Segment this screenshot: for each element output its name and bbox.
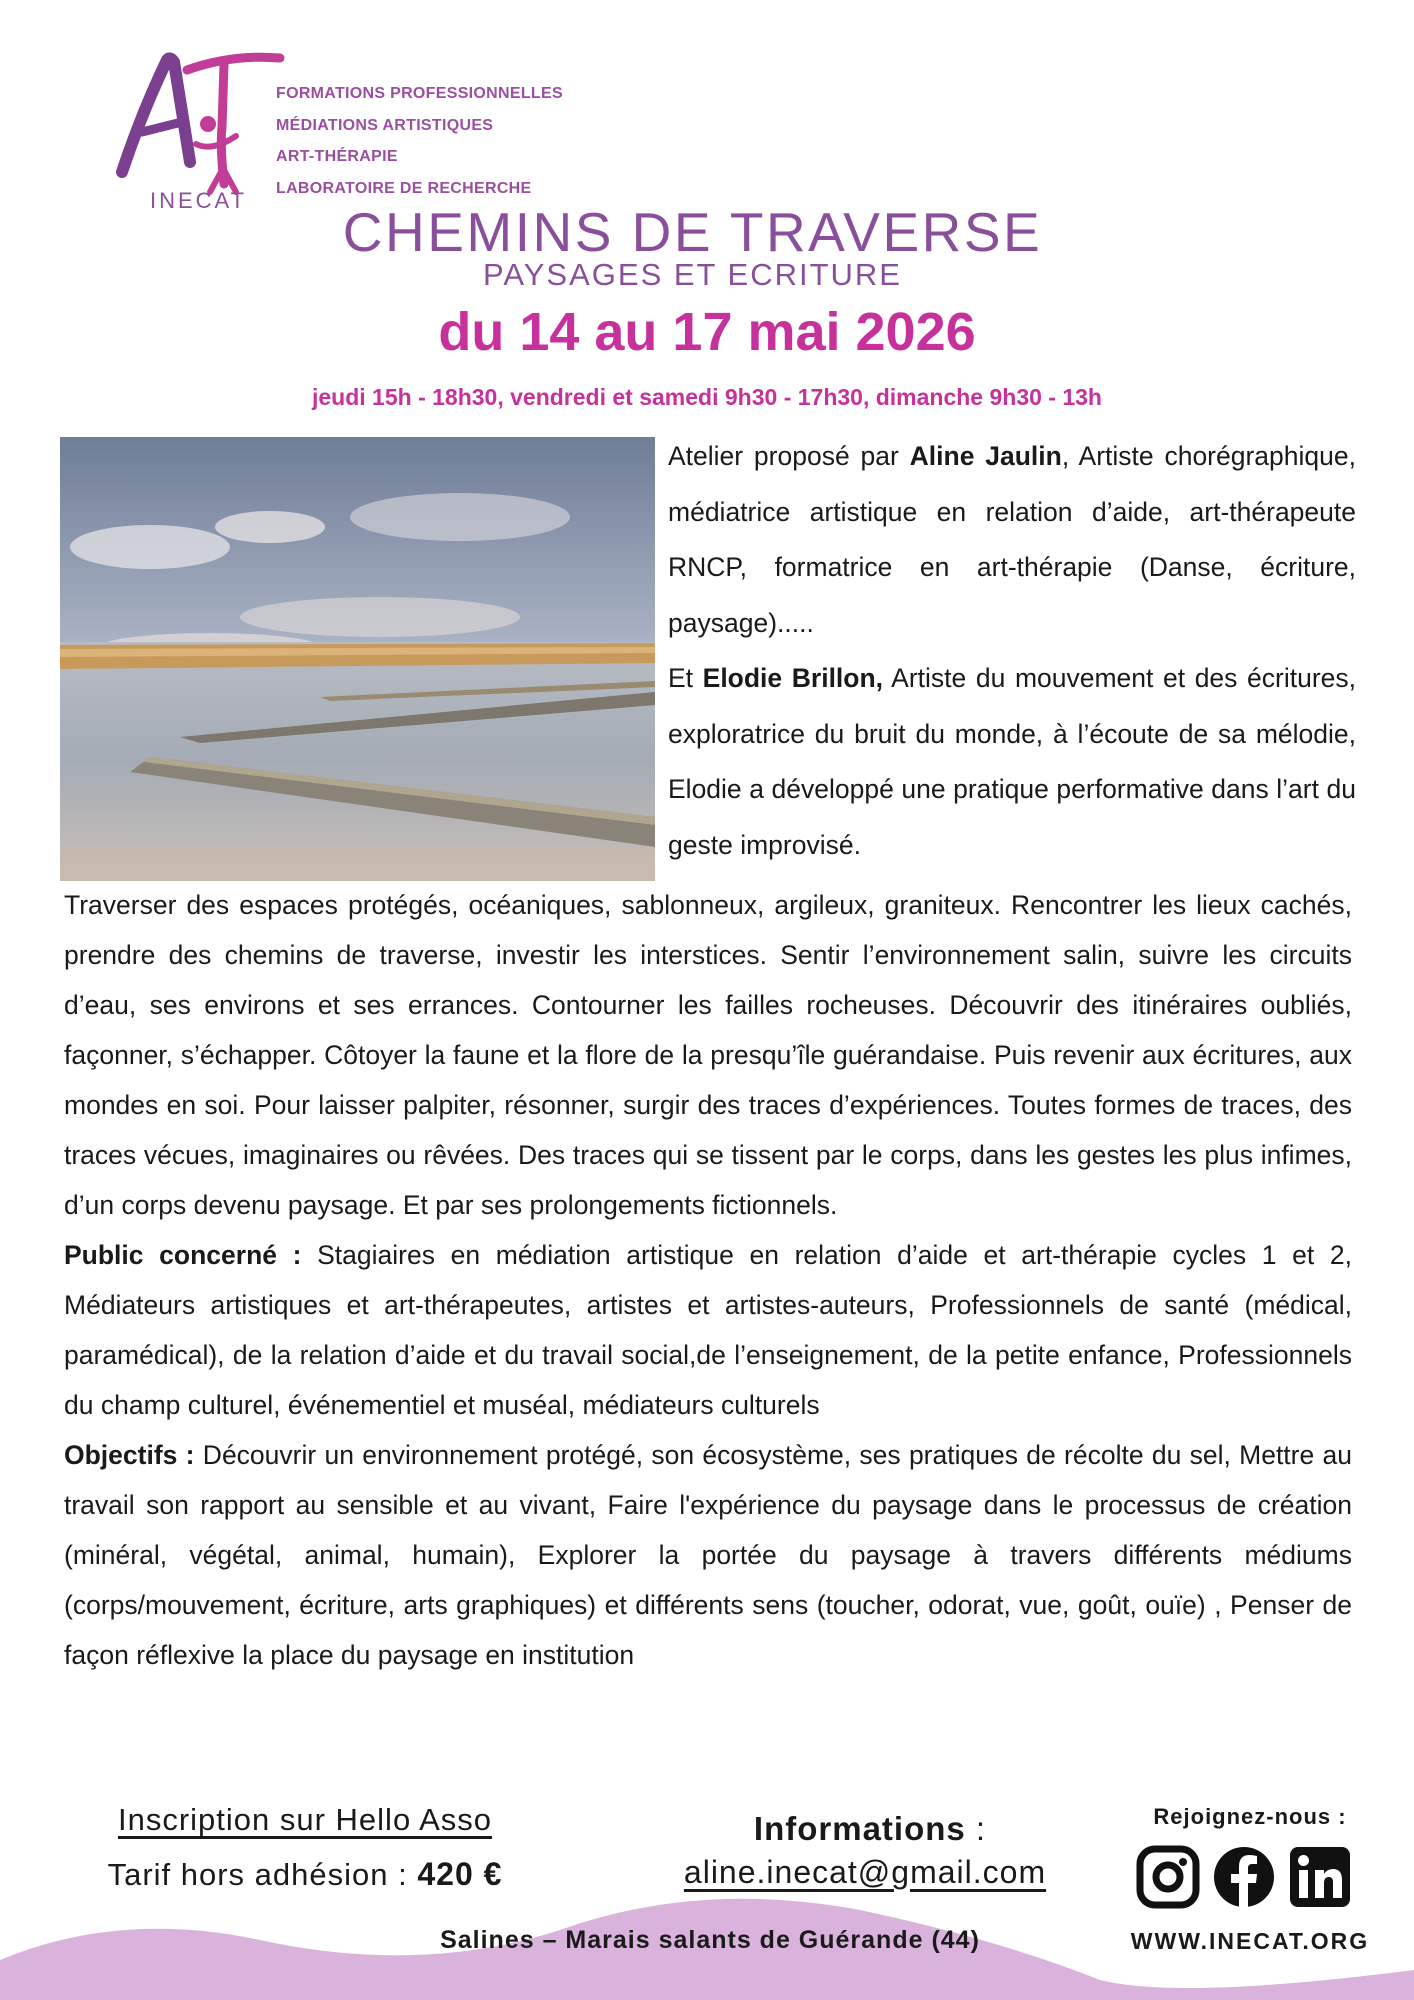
instagram-icon[interactable] — [1136, 1845, 1200, 1909]
objectives-label: Objectifs : — [64, 1440, 195, 1470]
salt-marsh-photo — [60, 437, 655, 881]
price — [60, 1856, 550, 1893]
website-link[interactable]: WWW.INECAT.ORG — [1130, 1928, 1370, 1954]
tagline-line: MÉDIATIONS ARTISTIQUES — [276, 116, 494, 134]
information-label — [700, 1810, 1040, 1848]
facebook-icon[interactable] — [1212, 1845, 1276, 1909]
intro-text-segment: , Artiste chorégraphique, médiatrice artistique en relation d’aide, art-thérapeute RNCP, formatrice en art-thérapie (Danse, écriture, paysage)..... — [668, 441, 1356, 638]
event-hours: jeudi 15h - 18h30, vendredi et samedi 9h30 - 17h30, dimanche 9h30 - 13h — [312, 384, 1102, 410]
tagline-line: ART-THÉRAPIE — [276, 148, 398, 165]
hello-asso-link[interactable]: Inscription sur Hello Asso — [117, 1802, 493, 1837]
public-label: Public concerné : — [64, 1240, 302, 1270]
contact-email-link[interactable]: aline.inecat@gmail.com — [683, 1854, 1047, 1890]
join-us-label: Rejoignez-nous : — [1153, 1804, 1347, 1829]
event-subtitle: PAYSAGES ET ECRITURE — [483, 257, 902, 292]
public-paragraph — [64, 1230, 1352, 1430]
main-content — [64, 880, 1352, 1680]
price-value: 420 € — [417, 1856, 503, 1892]
event-location: Salines – Marais salants de Guérande (44) — [440, 1926, 980, 1954]
tagline-line: FORMATIONS PROFESSIONNELLES — [276, 85, 563, 102]
event-dates: du 14 au 17 mai 2026 — [438, 302, 976, 362]
logo-caption: INECAT — [150, 188, 248, 213]
intro-text-segment: Et — [668, 663, 703, 693]
objectives-text: Découvrir un environnement protégé, son écosystème, ses pratiques de récolte du sel, Mettre au travail son rapport au sensible et au vivant, Faire l'expérience du paysage dans le processus de création (minéral, végétal, animal, humain), Explorer la portée du paysage à travers différents médiums (corps/mouvement, écriture, arts graphiques) et différents sens (toucher, odorat, vue, goût, ouïe) , Penser de façon réflexive la place du paysage en institution — [64, 1440, 1353, 1670]
event-title: CHEMINS DE TRAVERSE — [342, 201, 1043, 263]
public-text: Stagiaires en médiation artistique en relation d’aide et art-thérapie cycles 1 et 2, Médiateurs artistiques et art-thérapeutes, artistes et artistes-auteurs, Professionnels de santé (médical, paramédical), de la relation d’aide et du travail social,de l’enseignement, de la petite enfance, Professionnels du champ culturel, événementiel et muséal, médiateurs culturels — [64, 1240, 1352, 1420]
intro-text-segment: Atelier proposé par — [668, 441, 910, 471]
price-label: Tarif hors adhésion : — [107, 1857, 418, 1892]
intro-text-segment: Artiste du mouvement et des écritures, exploratrice du bruit du monde, à l’écoute de sa mélodie, Elodie a développé une pratique performative dans l’art du geste improvisé. — [668, 663, 1356, 860]
organization-tagline — [276, 78, 563, 204]
information-heading: Informations — [753, 1810, 966, 1847]
intro-paragraph — [668, 429, 1356, 651]
intro-paragraph — [668, 651, 1356, 873]
tagline-line: LABORATOIRE DE RECHERCHE — [276, 179, 532, 197]
intro-text — [668, 429, 1356, 873]
objectives-paragraph — [64, 1430, 1352, 1680]
presenter-name: Aline Jaulin — [909, 441, 1062, 471]
description-paragraph: Traverser des espaces protégés, océaniques, sablonneux, argileux, graniteux. Rencontrer les lieux cachés, prendre des chemins de traverse, investir les interstices. Sentir l’environnement salin, suivre les circuits d’eau, ses environs et ses errances. Contourner les failles rocheuses. Découvrir des itinéraires oubliés, façonner, s’échapper. Côtoyer la faune et la flore de la presqu’île guérandaise. Puis revenir aux écritures, aux mondes en soi. Pour laisser palpiter, résonner, surgir des traces d’expériences. Toutes formes de traces, des traces vécues, imaginaires ou rêvées. Des traces qui se tissent par le corps, dans les gestes les plus infimes, d’un corps devenu paysage. Et par ses prolongements fictionnels. — [64, 890, 1352, 1220]
information-separator: : — [965, 1810, 987, 1847]
presenter-name: Elodie Brillon, — [702, 663, 884, 693]
social-links — [1136, 1845, 1356, 1909]
linkedin-icon[interactable] — [1288, 1845, 1352, 1909]
